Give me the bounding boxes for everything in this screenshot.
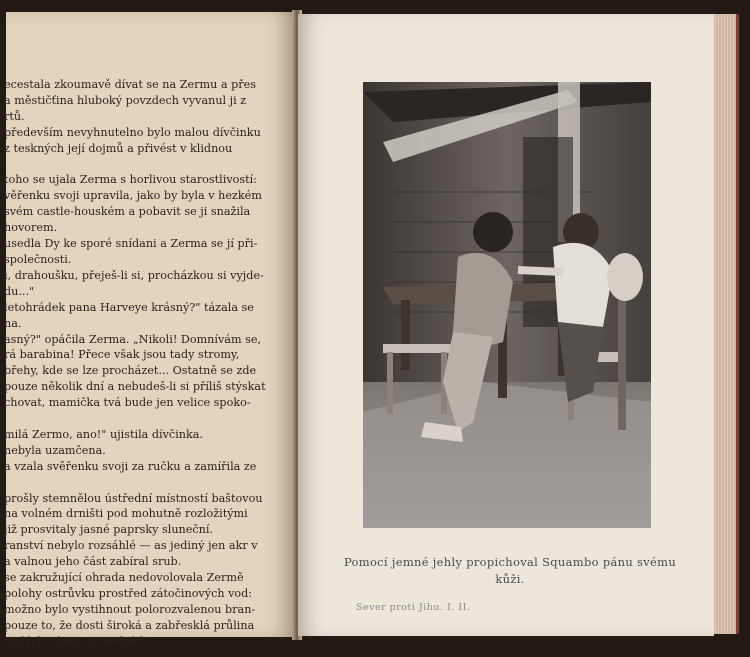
text-line: společnosti. bbox=[4, 252, 72, 266]
text-line: rtů. bbox=[4, 109, 25, 123]
text-line: usedla Dy ke sporé snídani a Zerma se jí při- bbox=[4, 237, 258, 251]
text-line: du..." bbox=[4, 284, 35, 298]
text-line: prošly stemnělou ústřední místností baštovou bbox=[4, 491, 263, 505]
illustration-arm-scene bbox=[363, 82, 651, 528]
text-line: a valnou jeho část zabíral srub. bbox=[4, 555, 182, 569]
text-line: ecestala zkoumavě dívat se na Zermu a přes bbox=[4, 78, 256, 91]
text-line: pouze několik dní a nebudeš-li si příliš stýskat bbox=[4, 380, 266, 394]
text-line: polohy ostrůvku prostřed zátočinových vod: bbox=[4, 587, 253, 600]
text-line: na volném drništi pod mohutně rozložitými bbox=[4, 507, 248, 521]
text-line: a vzala svěřenku svoji za ručku a zamířila ze bbox=[4, 459, 257, 473]
text-line: se zakružující ohrada nedovolovala Zermě bbox=[4, 571, 244, 585]
text-line bbox=[4, 475, 274, 491]
page-footer: Sever proti Jihu. I. II. bbox=[356, 602, 471, 613]
left-page bbox=[4, 12, 296, 648]
caption-line-2: kůži. bbox=[495, 572, 525, 586]
text-line: pouze to, že dosti široká a zabřesklá průlina bbox=[4, 618, 255, 632]
text-line: z teskných její dojmů a přivést v klidnou bbox=[4, 141, 233, 155]
illustration-caption bbox=[335, 554, 685, 588]
text-line: na. bbox=[4, 316, 22, 330]
text-line: hovorem. bbox=[4, 221, 58, 235]
page-edges bbox=[714, 14, 739, 634]
text-line: ranství nebylo rozsáhlé — as jediný jen akr v bbox=[4, 539, 258, 553]
text-line: možno bylo vystihnout polorozvalenou bran- bbox=[4, 602, 256, 616]
text-line: svém castle-houském a pobavit se ji snažila bbox=[4, 205, 251, 219]
text-line: nebyla uzamčena. bbox=[4, 443, 106, 457]
text-line: věřenku svoji upravila, jako by byla v hezkém bbox=[4, 189, 262, 203]
text-line: a městičťina hluboký povzdech vyvanul ji z bbox=[4, 93, 247, 107]
caption-line-1: Pomocí jemné jehly propichoval Squambo pánu svému bbox=[343, 555, 677, 569]
text-line bbox=[4, 411, 274, 427]
text-line: především nevyhnutelno bylo malou dívčinku bbox=[4, 125, 261, 139]
text-line: již prosvitaly jasné paprsky sluneční. bbox=[4, 523, 213, 537]
text-line: milá Zermo, ano!" ujistila dívčinka. bbox=[4, 427, 203, 441]
text-line: chovat, mamička tvá bude jen velice spoko- bbox=[4, 396, 251, 410]
text-line: i, drahoušku, přeješ-li si, procházkou si vyjde- bbox=[4, 268, 264, 282]
text-line: břehy, kde se lze procházet... Ostatně se zde bbox=[4, 364, 257, 378]
text-line bbox=[4, 157, 274, 173]
text-line: malých výsep sousedních. bbox=[4, 634, 151, 648]
text-line: rá barabina! Přece však jsou tady stromy, bbox=[4, 348, 240, 362]
illustration-drawing bbox=[363, 82, 651, 528]
left-page-text bbox=[6, 77, 274, 650]
text-line: toho se ujala Zerma s horlivou starostlivostí: bbox=[4, 173, 257, 187]
text-line: letohrádek pana Harveye krásný?" tázala se bbox=[4, 300, 254, 314]
text-line: asný?" opáčila Zerma. „Nikoli! Domnívám se, bbox=[4, 332, 262, 346]
